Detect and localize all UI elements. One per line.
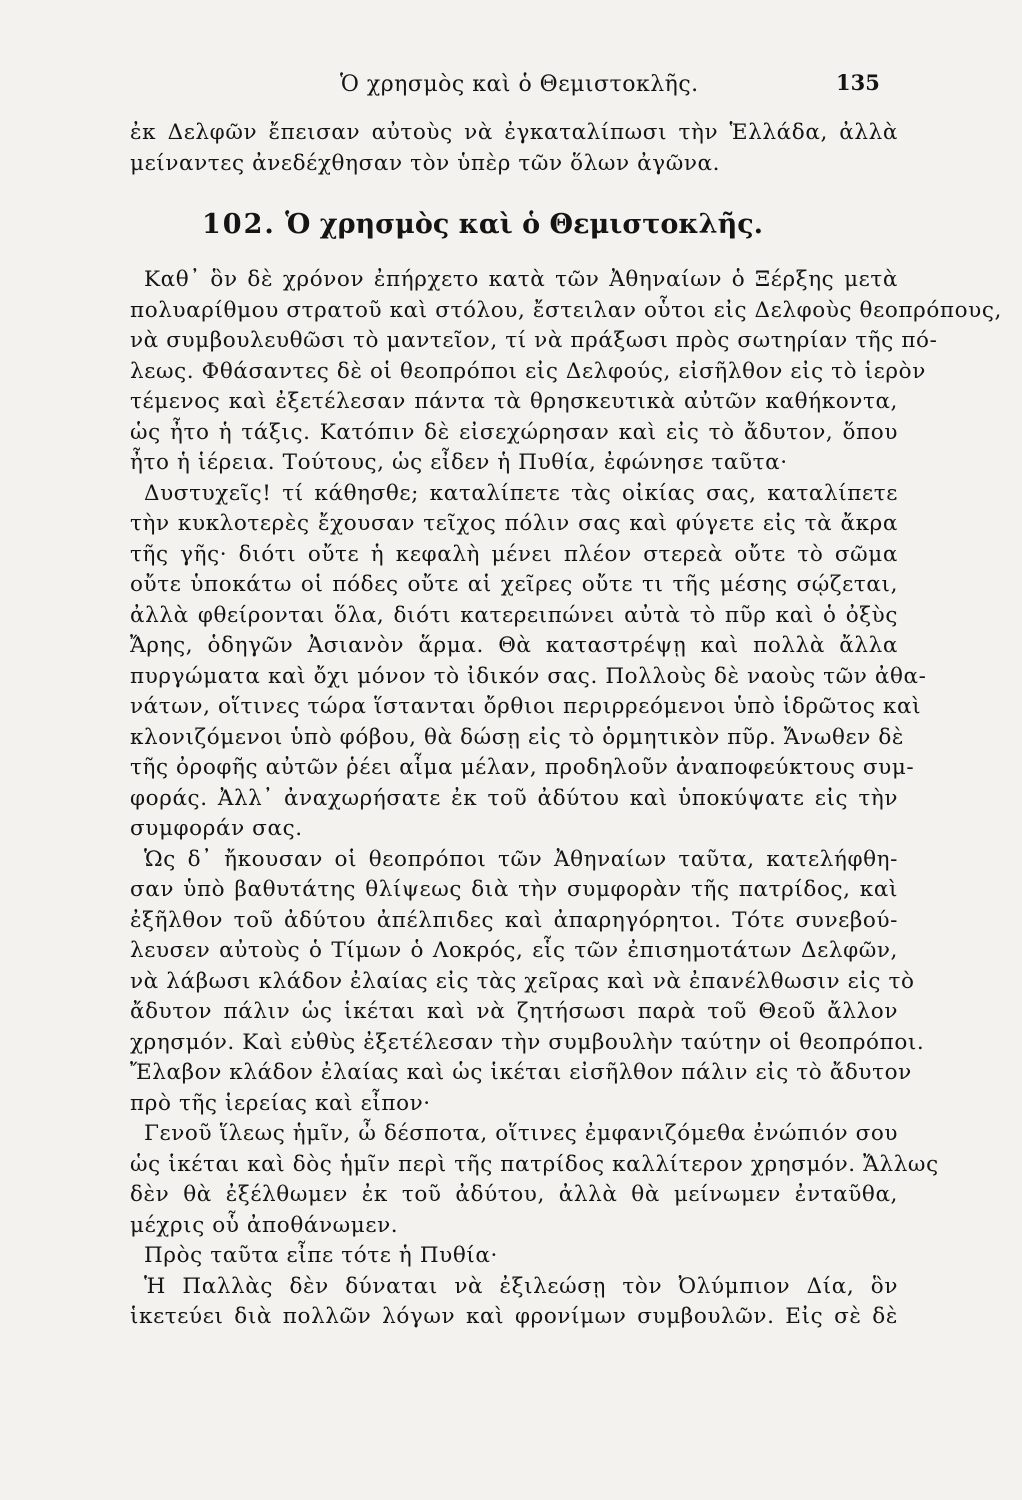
text-line: τέμενος καὶ ἐξετέλεσαν πάντα τὰ θρησκευτικὰ αὐτῶν καθήκοντα, xyxy=(130,389,898,414)
paragraph xyxy=(130,1241,898,1272)
text-line: κλονιζόμενοι ὑπὸ φόβου, θὰ δώσῃ εἰς τὸ ὁρμητικὸν πῦρ. Ἄνωθεν δὲ xyxy=(130,724,905,750)
text-line: πυργώματα καὶ ὄχι μόνον τὸ ἰδικόν σας. Πολλοὺς δὲ ναοὺς τῶν ἀθα- xyxy=(130,663,927,689)
text-line: ἐξῆλθον τοῦ ἀδύτου ἀπέλπιδες καὶ ἀπαρηγόρητοι. Τότε συνεβού- xyxy=(130,907,898,933)
text-line: ὡς ἦτο ἡ τάξις. Κατόπιν δὲ εἰσεχώρησαν καὶ εἰς τὸ ἄδυτον, ὅπου xyxy=(130,419,898,445)
text-line: Ὡς δ᾽ ἤκουσαν οἱ θεοπρόποι τῶν Ἀθηναίων ταῦτα, κατελήφθη- xyxy=(144,846,898,872)
text-line: ὡς ἱκέται καὶ δὸς ἡμῖν περὶ τῆς πατρίδος καλλίτερον χρησμόν. Ἄλλως xyxy=(130,1151,939,1177)
section-number: 102. xyxy=(202,209,276,240)
intro-paragraph xyxy=(130,118,898,179)
text-line: μείναντες ἀνεδέχθησαν τὸν ὑπὲρ τῶν ὅλων ἀγῶνα. xyxy=(130,150,721,176)
text-line: μέχρις οὗ ἀποθάνωμεν. xyxy=(130,1212,399,1238)
text-line: Ἄρης, ὁδηγῶν Ἀσιανὸν ἅρμα. Θὰ καταστρέψῃ καὶ πολλὰ ἄλλα xyxy=(130,633,898,658)
text-line: Πρὸς ταῦτα εἶπε τότε ἡ Πυθία· xyxy=(144,1243,498,1268)
body-text xyxy=(130,118,1002,1333)
text-line: ἐκ Δελφῶν ἔπεισαν αὐτοὺς νὰ ἐγκαταλίπωσι τὴν Ἑλλάδα, ἀλλὰ xyxy=(130,120,898,145)
paragraph xyxy=(130,845,925,1120)
paragraph xyxy=(130,479,927,845)
text-line: σαν ὑπὸ βαθυτάτης θλίψεως διὰ τὴν συμφορὰν τῆς πατρίδος, καὶ xyxy=(130,877,898,902)
paragraph xyxy=(130,1272,898,1333)
text-line: ἱκετεύει διὰ πολλῶν λόγων καὶ φρονίμων συμβουλῶν. Εἰς σὲ δὲ xyxy=(130,1304,898,1329)
text-line: συμφοράν σας. xyxy=(130,816,303,841)
text-line: δὲν θὰ ἐξέλθωμεν ἐκ τοῦ ἀδύτου, ἀλλὰ θὰ μείνωμεν ἐνταῦθα, xyxy=(130,1182,898,1207)
text-line: λευσεν αὐτοὺς ὁ Τίμων ὁ Λοκρός, εἷς τῶν ἐπισημοτάτων Δελφῶν, xyxy=(130,938,898,963)
section-title: Ὁ χρησμὸς καὶ ὁ Θεμιστοκλῆς. xyxy=(285,209,764,240)
text-line: χρησμόν. Καὶ εὐθὺς ἐξετέλεσαν τὴν συμβουλὴν ταύτην οἱ θεοπρόποι. xyxy=(130,1029,925,1055)
page-number: 135 xyxy=(836,70,880,95)
text-line: Καθ᾽ ὃν δὲ χρόνον ἐπήρχετο κατὰ τῶν Ἀθηναίων ὁ Ξέρξης μετὰ xyxy=(144,267,898,292)
text-line: ἦτο ἡ ἱέρεια. Τούτους, ὡς εἶδεν ἡ Πυθία, ἐφώνησε ταῦτα· xyxy=(130,450,788,475)
text-line: νάτων, οἵτινες τώρα ἵστανται ὄρθιοι περιρρεόμενοι ὑπὸ ἱδρῶτος καὶ xyxy=(130,694,922,719)
text-line: φοράς. Ἀλλ᾽ ἀναχωρήσατε ἐκ τοῦ ἀδύτου καὶ ὑποκύψατε εἰς τὴν xyxy=(130,785,898,811)
text-line: ἀλλὰ φθείρονται ὅλα, διότι κατερειπώνει αὐτὰ τὸ πῦρ καὶ ὁ ὀξὺς xyxy=(130,602,898,628)
text-line: Δυστυχεῖς! τί κάθησθε; καταλίπετε τὰς οἰκίας σας, καταλίπετε xyxy=(144,480,898,506)
text-line: οὔτε ὑποκάτω οἱ πόδες οὔτε αἱ χεῖρες οὔτε τι τῆς μέσης σῴζεται, xyxy=(130,572,898,597)
text-line: τῆς ὀροφῆς αὐτῶν ῥέει αἷμα μέλαν, προδηλοῦν ἀναποφεύκτους συμ- xyxy=(130,755,915,780)
paragraph xyxy=(130,265,1002,479)
text-line: Ἡ Παλλὰς δὲν δύναται νὰ ἐξιλεώσῃ τὸν Ὀλύμπιον Δία, ὃν xyxy=(144,1273,898,1299)
text-line: ἄδυτον πάλιν ὡς ἱκέται καὶ νὰ ζητήσωσι παρὰ τοῦ Θεοῦ ἄλλον xyxy=(130,999,898,1024)
text-line: πρὸ τῆς ἱερείας καὶ εἶπον· xyxy=(130,1090,431,1116)
text-line: Γενοῦ ἵλεως ἡμῖν, ὦ δέσποτα, οἵτινες ἐμφανιζόμεθα ἐνώπιόν σου xyxy=(144,1121,899,1146)
text-line: λεως. Φθάσαντες δὲ οἱ θεοπρόποι εἰς Δελφούς, εἰσῆλθον εἰς τὸ ἱερὸν xyxy=(130,358,926,384)
text-line: τῆς γῆς· διότι οὔτε ἡ κεφαλὴ μένει πλέον στερεὰ οὔτε τὸ σῶμα xyxy=(130,541,898,567)
paragraph xyxy=(130,1119,939,1241)
text-line: νὰ συμβουλευθῶσι τὸ μαντεῖον, τί νὰ πράξωσι πρὸς σωτηρίαν τῆς πό- xyxy=(130,328,938,353)
running-title: Ὁ χρησμὸς καὶ ὁ Θεμιστοκλῆς. xyxy=(340,72,699,97)
text-line: τὴν κυκλοτερὲς ἔχουσαν τεῖχος πόλιν σας καὶ φύγετε εἰς τὰ ἄκρα xyxy=(130,511,898,536)
running-head xyxy=(0,72,1022,102)
text-line: νὰ λάβωσι κλάδον ἐλαίας εἰς τὰς χεῖρας καὶ νὰ ἐπανέλθωσιν εἰς τὸ xyxy=(130,968,915,994)
section-heading xyxy=(130,207,898,243)
text-line: Ἔλαβον κλάδον ἐλαίας καὶ ὡς ἱκέται εἰσῆλθον πάλιν εἰς τὸ ἄδυτον xyxy=(130,1060,912,1085)
text-line: πολυαρίθμου στρατοῦ καὶ στόλου, ἔστειλαν οὗτοι εἰς Δελφοὺς θεοπρόπους, xyxy=(130,297,1002,323)
